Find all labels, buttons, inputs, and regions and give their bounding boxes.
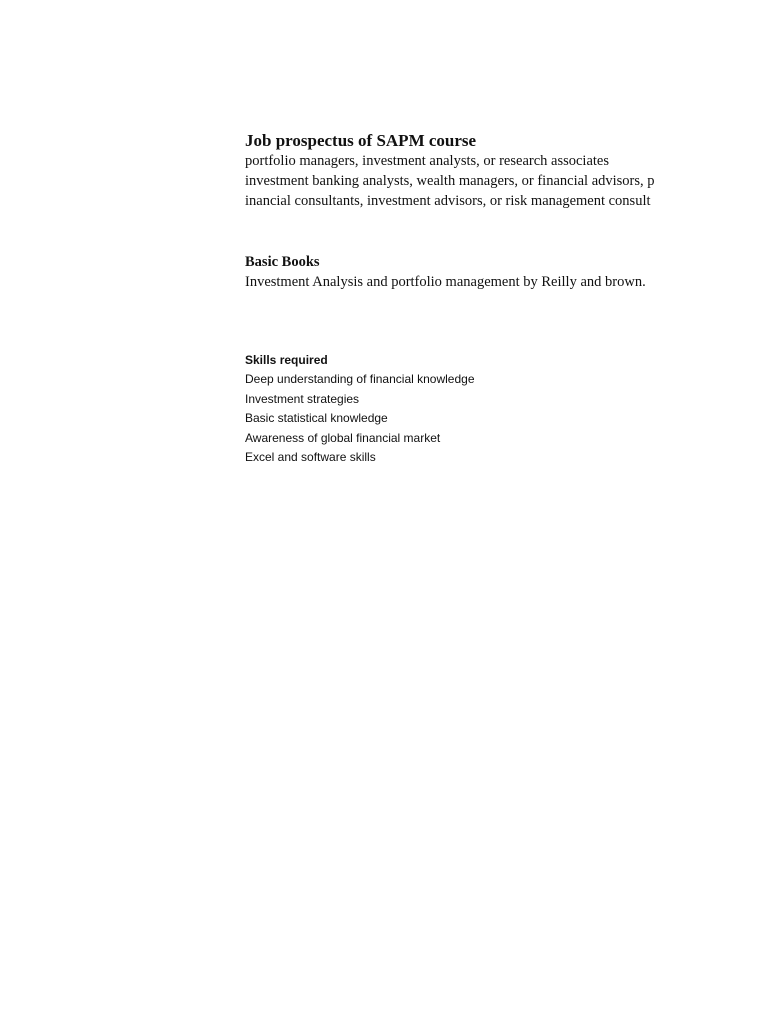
job-prospectus-line: investment banking analysts, wealth managers, or financial advisors, p bbox=[245, 173, 655, 189]
skills-required-title: Skills required bbox=[245, 353, 328, 367]
skill-item: Excel and software skills bbox=[245, 450, 376, 464]
basic-books-line: Investment Analysis and portfolio management by Reilly and brown. bbox=[245, 274, 646, 290]
skills-list bbox=[245, 370, 668, 468]
job-prospectus-section bbox=[245, 131, 668, 211]
skill-item: Awareness of global financial market bbox=[245, 430, 441, 445]
skill-item: Basic statistical knowledge bbox=[245, 411, 388, 425]
document-page bbox=[245, 0, 668, 1024]
basic-books-title: Basic Books bbox=[245, 254, 320, 270]
basic-books-section bbox=[245, 252, 668, 292]
skills-required-section bbox=[245, 351, 668, 468]
skill-item: Investment strategies bbox=[245, 391, 360, 406]
job-prospectus-line: inancial consultants, investment advisors, or risk management consult bbox=[245, 193, 651, 209]
skill-item: Deep understanding of financial knowledge bbox=[245, 372, 475, 386]
job-prospectus-line: portfolio managers, investment analysts, or research associates bbox=[245, 153, 609, 169]
job-prospectus-title: Job prospectus of SAPM course bbox=[245, 131, 477, 150]
